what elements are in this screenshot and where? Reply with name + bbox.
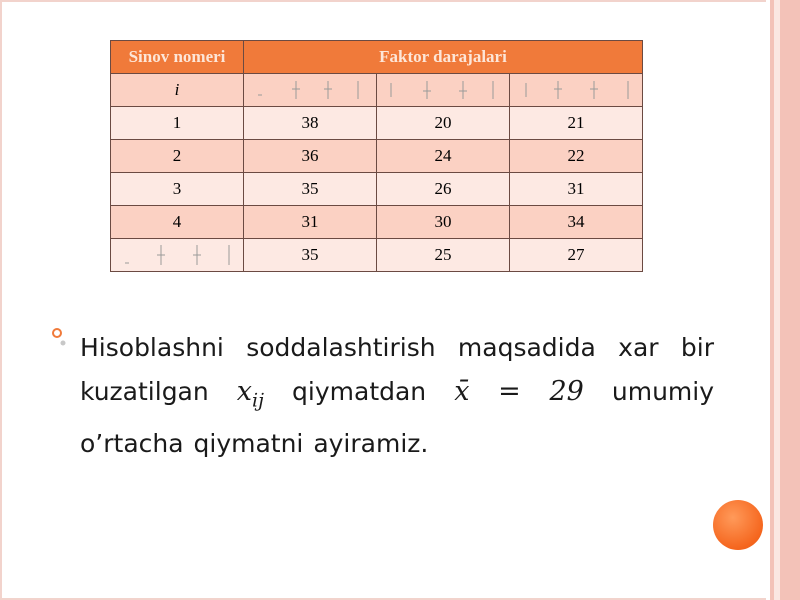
row-value: 21 [510, 107, 643, 140]
mean-formula-cell [111, 239, 244, 272]
factor-level-formula-3 [510, 74, 643, 107]
explanation-paragraph [80, 326, 714, 466]
table-row [111, 173, 643, 206]
mean-value: 35 [244, 239, 377, 272]
row-value: 22 [510, 140, 643, 173]
math-x-base: x [236, 376, 253, 407]
header-factor-levels: Faktor darajalari [244, 41, 643, 74]
factor-level-formula-2 [377, 74, 510, 107]
index-symbol: i [174, 80, 180, 99]
row-value: 24 [377, 140, 510, 173]
paragraph-text-1: Hisoblashni soddalashtirish maqsadida xar bir kuzatilgan [80, 333, 714, 406]
table-row [111, 206, 643, 239]
row-value: 31 [244, 206, 377, 239]
paragraph-text-2: qiymatdan [263, 377, 455, 406]
math-mean-equation: x̄ = 29 [454, 376, 584, 407]
index-symbol-cell [111, 74, 244, 107]
row-value: 34 [510, 206, 643, 239]
row-label: 1 [111, 107, 244, 140]
header-test-number: Sinov nomeri [111, 41, 244, 74]
row-label: 4 [111, 206, 244, 239]
formula-image-icon [115, 241, 239, 269]
row-value: 20 [377, 107, 510, 140]
row-value: 35 [244, 173, 377, 206]
math-x-ij [236, 376, 264, 412]
formula-image-icon [381, 77, 505, 103]
bullet-icon [50, 327, 70, 357]
row-value: 31 [510, 173, 643, 206]
table-row [111, 140, 643, 173]
decorative-orange-circle [713, 500, 763, 550]
mean-value: 27 [510, 239, 643, 272]
paragraph-text-3: umumiy o’rtacha qiymatni ayiramiz. [80, 377, 715, 459]
decorative-right-band [766, 0, 800, 600]
row-value: 36 [244, 140, 377, 173]
table-row [111, 107, 643, 140]
math-x-sub: ij [252, 389, 264, 412]
row-label: 2 [111, 140, 244, 173]
row-value: 30 [377, 206, 510, 239]
row-value: 38 [244, 107, 377, 140]
formula-image-icon [248, 77, 372, 103]
factor-levels-table [110, 40, 643, 272]
table-mean-row [111, 239, 643, 272]
table-index-row [111, 74, 643, 107]
mean-value: 25 [377, 239, 510, 272]
formula-image-icon [514, 77, 638, 103]
table-header-row [111, 41, 643, 74]
row-label: 3 [111, 173, 244, 206]
row-value: 26 [377, 173, 510, 206]
factor-level-formula-1 [244, 74, 377, 107]
